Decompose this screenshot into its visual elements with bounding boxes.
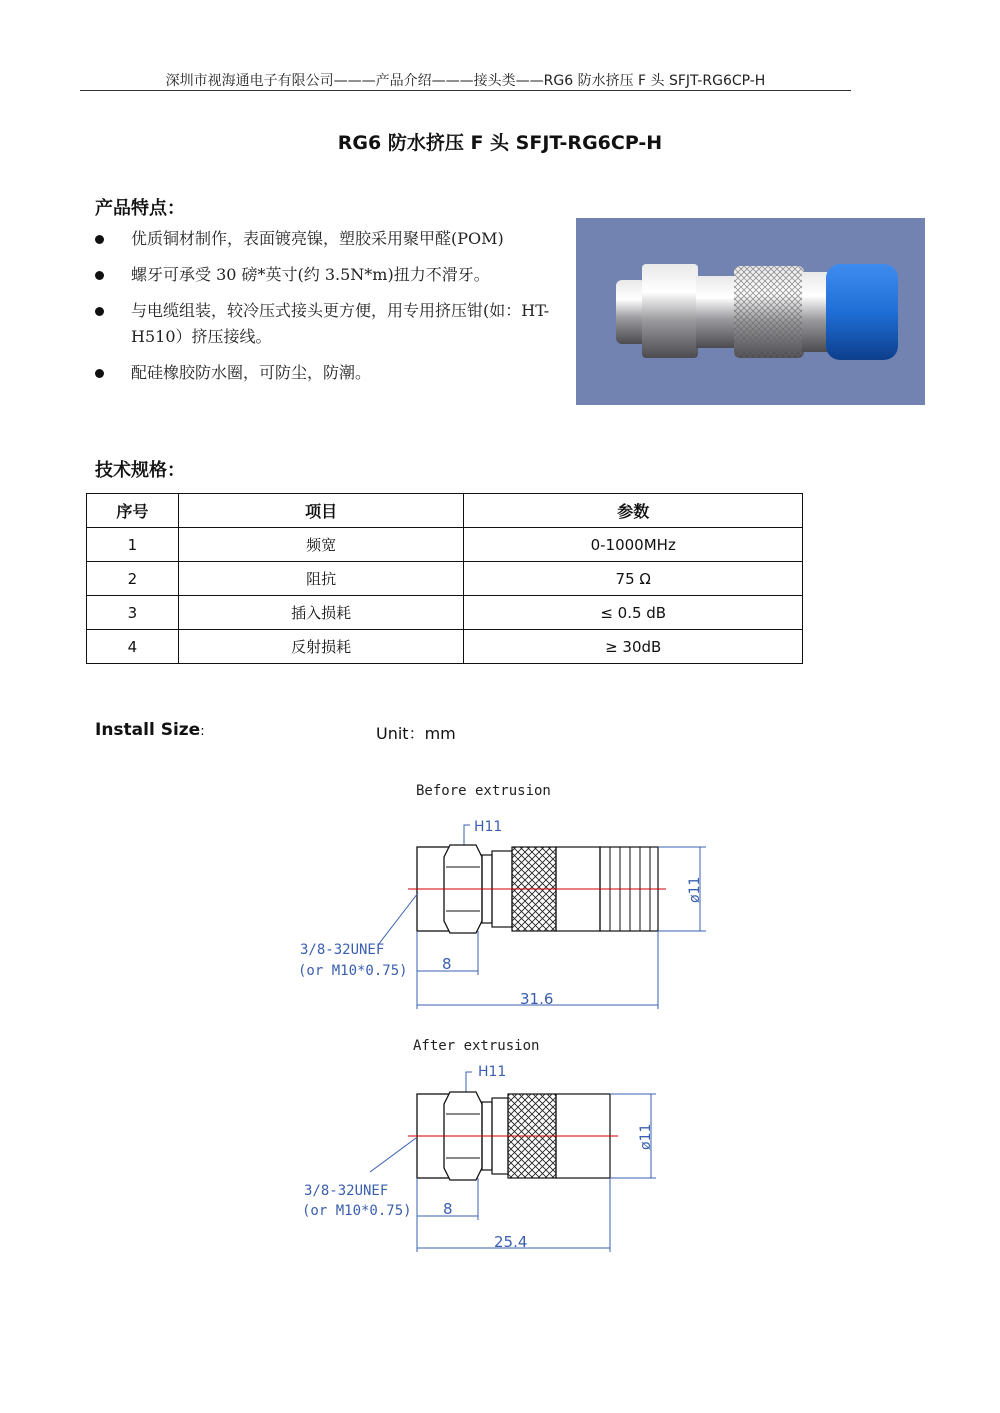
feature-item: 优质铜材制作，表面镀亮镍，塑胶采用聚甲醛(POM) [95,226,575,252]
document-title: RG6 防水挤压 F 头 SFJT-RG6CP-H [337,132,663,154]
bullet-icon [95,271,104,280]
thread-spec-label: 3/8-32UNEF [304,1183,389,1199]
features-heading: 产品特点： [95,198,185,219]
table-cell: 1 [87,528,179,562]
drawing-title: After extrusion [413,1038,540,1054]
install-size-label: Install Size: [95,720,205,740]
table-cell: 2 [87,562,179,596]
table-cell: 阻抗 [178,562,464,596]
page-header: 深圳市视海通电子有限公司———产品介绍———接头类——RG6 防水挤压 F 头 SFJT-RG6CP-H [165,73,766,89]
thread-alt-label: (or M10*0.75) [298,963,408,979]
table-cell: 频宽 [178,528,464,562]
length-8-label: 8 [443,1200,453,1218]
product-photo [576,218,925,405]
hex-size-label: H11 [478,1064,507,1080]
table-row [87,562,803,596]
bullet-icon [95,235,104,244]
length-8-label: 8 [442,955,452,973]
table-row [87,528,803,562]
unit-label: Unit：mm [376,724,456,743]
thread-alt-label: (or M10*0.75) [302,1203,412,1219]
total-length-label: 25.4 [494,1233,528,1251]
table-cell: 0-1000MHz [464,528,803,562]
spec-heading: 技术规格： [95,460,185,481]
table-cell: ≤ 0.5 dB [464,596,803,630]
drawing-after-extrusion [280,1030,740,1260]
hex-size-label: H11 [474,819,503,835]
feature-item: 配硅橡胶防水圈，可防尘，防潮。 [95,360,575,386]
column-header: 项目 [178,494,464,528]
table-row [87,630,803,664]
table-cell: 插入损耗 [178,596,464,630]
table-cell: 75 Ω [464,562,803,596]
table-cell: ≥ 30dB [464,630,803,664]
diameter-label: ø11 [638,1123,654,1150]
feature-list [95,226,575,396]
thread-spec-label: 3/8-32UNEF [300,942,385,958]
spec-table [86,493,803,664]
table-header-row [87,494,803,528]
table-cell: 4 [87,630,179,664]
feature-item: 螺牙可承受 30 磅*英寸(约 3.5N*m)扭力不滑牙。 [95,262,575,288]
table-row [87,596,803,630]
bullet-icon [95,369,104,378]
header-divider [80,90,851,91]
bullet-icon [95,307,104,316]
diameter-label: ø11 [687,876,703,903]
column-header: 序号 [87,494,179,528]
drawing-title: Before extrusion [416,783,551,799]
column-header: 参数 [464,494,803,528]
total-length-label: 31.6 [520,990,554,1008]
table-cell: 3 [87,596,179,630]
drawing-before-extrusion [280,775,740,1015]
feature-item: 与电缆组装，较冷压式接头更方便，用专用挤压钳(如：HT-H510）挤压接线。 [95,298,575,350]
table-cell: 反射损耗 [178,630,464,664]
